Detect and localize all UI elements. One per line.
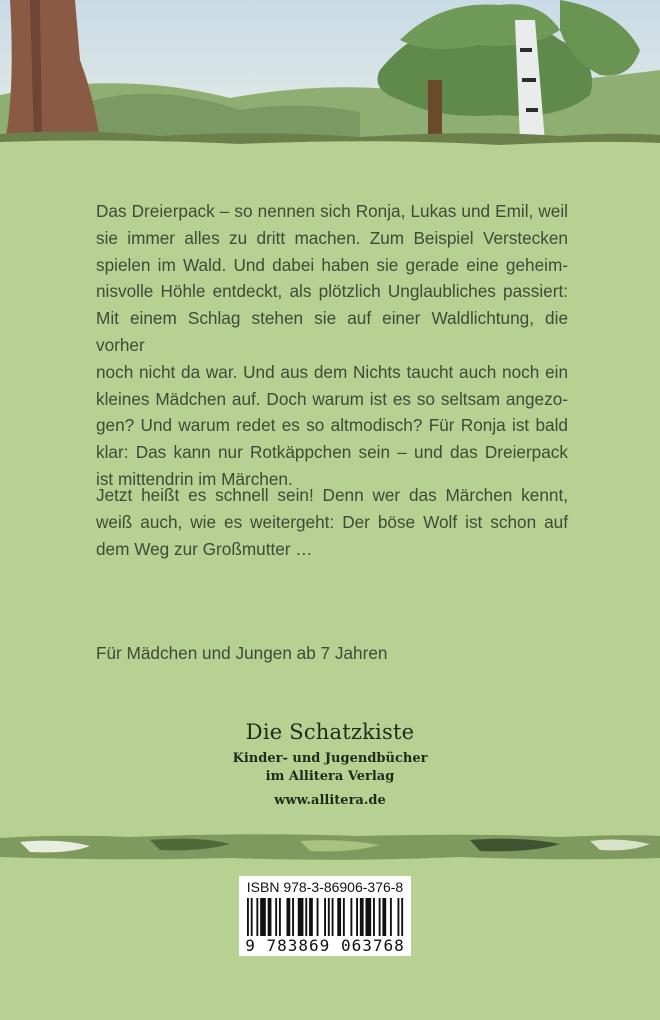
blurb-line: klar: Das kann nur Rotkäppchen sein – und das Dreierpack	[96, 442, 568, 463]
series-publisher: im Allitera Verlag	[265, 769, 395, 784]
barcode-bar	[350, 898, 352, 936]
blurb-paragraph-1	[96, 198, 568, 493]
blurb-line: nisvolle Höhle entdeckt, als plötzlich Unglaubliches passiert:	[96, 281, 568, 302]
barcode-bar	[247, 898, 249, 936]
barcode-bars	[247, 898, 405, 936]
barcode-bar	[337, 898, 341, 936]
barcode-bar	[275, 898, 277, 936]
series-title: Die Schatzkiste	[245, 720, 415, 744]
blurb-line: Mit einem Schlag stehen sie auf einer Waldlichtung, die vorher	[96, 308, 568, 355]
barcode-bar	[343, 898, 345, 936]
barcode-bar	[309, 898, 313, 936]
ean-digits: 9 783869 063768	[245, 936, 405, 955]
barcode-bar	[360, 898, 364, 936]
barcode-bar	[379, 898, 381, 936]
barcode-bar	[279, 898, 281, 936]
blurb-paragraph-2	[96, 482, 568, 562]
target-audience: Für Mädchen und Jungen ab 7 Jahren	[96, 643, 388, 663]
blurb-line: gen? Und warum redet es so altmodisch? Für Ronja ist bald	[96, 415, 568, 436]
forest-illustration	[0, 0, 660, 150]
barcode-bar	[373, 898, 375, 936]
barcode-bar	[268, 898, 272, 936]
blurb-line: noch nicht da war. Und aus dem Nichts taucht auch noch ein	[96, 361, 568, 382]
blurb-line: Jetzt heißt es schnell sein! Denn wer das Märchen kennt,	[96, 485, 568, 505]
barcode-bar	[305, 898, 307, 936]
blurb-line: weiß auch, wie es weitergeht: Der böse Wolf ist schon auf	[96, 511, 568, 532]
barcode-bar	[292, 898, 294, 936]
barcode-bar	[332, 898, 334, 936]
barcode-bar	[366, 898, 372, 936]
barcode-bar	[287, 898, 291, 936]
barcode-bar	[260, 898, 266, 936]
series-subtitle: Kinder- und Jugendbücher	[232, 751, 428, 766]
isbn-barcode	[239, 876, 411, 956]
barcode-bar	[356, 898, 358, 936]
blurb-line: kleines Mädchen auf. Doch warum ist es so seltsam angezo-	[96, 388, 568, 409]
barcode-bar	[397, 898, 399, 936]
barcode-bar	[390, 898, 392, 936]
barcode-bar	[317, 898, 319, 936]
blurb-line: Das Dreierpack – so nennen sich Ronja, Lukas und Emil, weil	[96, 201, 568, 221]
series-block	[180, 720, 480, 810]
barcode-bar	[324, 898, 326, 936]
barcode-bar	[298, 898, 304, 936]
barcode-bar	[256, 898, 258, 936]
barcode-bar	[251, 898, 253, 936]
barcode-bar	[382, 898, 386, 936]
blurb-line: sie immer alles zu dritt machen. Zum Beispiel Verstecken	[96, 227, 568, 248]
barcode-bar	[401, 898, 403, 936]
isbn-number: ISBN 978-3-86906-376-8	[246, 879, 404, 895]
blurb-line: spielen im Wald. Und dabei haben sie gerade eine geheim-	[96, 254, 568, 275]
foliage-strip	[0, 832, 660, 862]
publisher-url: www.allitera.de	[274, 793, 386, 808]
blurb-line: dem Weg zur Großmutter …	[96, 538, 313, 559]
blurb-line: ist mittendrin im Märchen.	[96, 468, 293, 489]
barcode-bar	[328, 898, 330, 936]
